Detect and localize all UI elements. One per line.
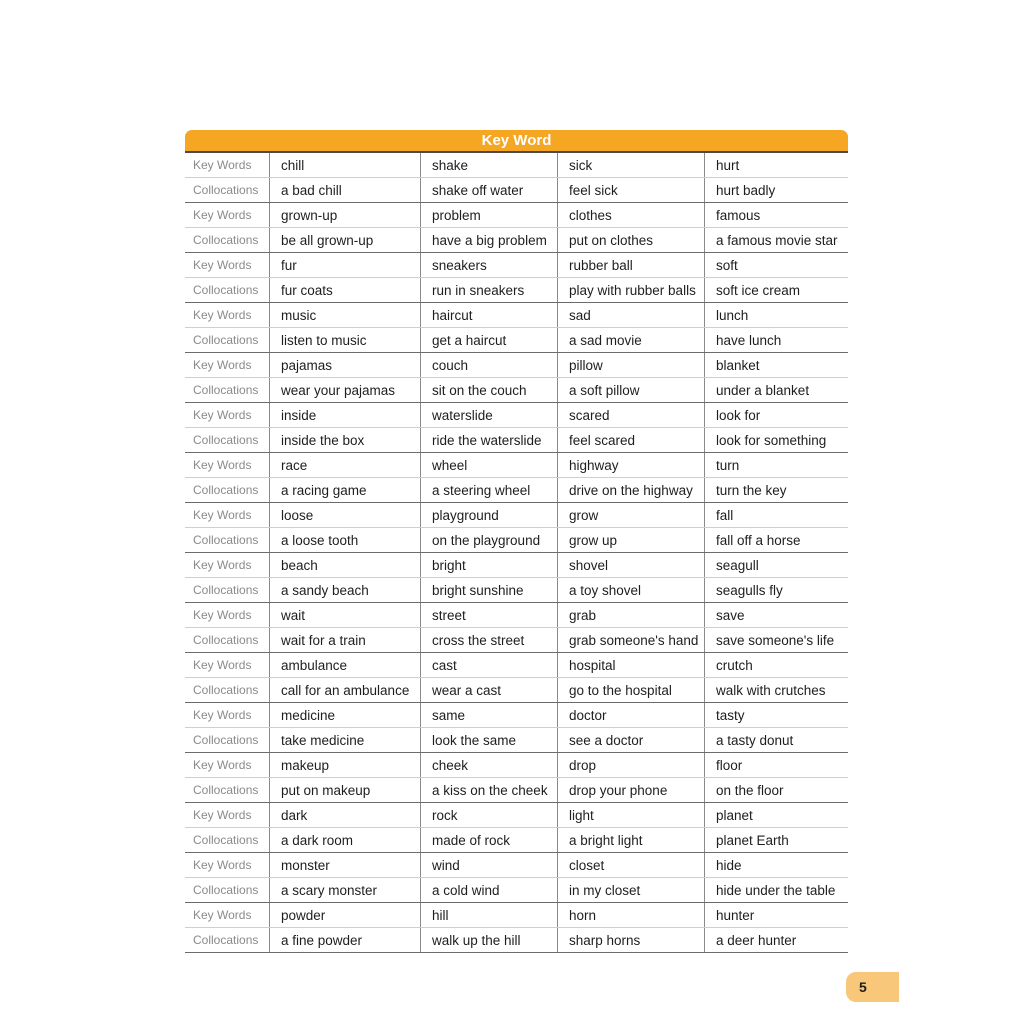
row-type-label: Collocations [185, 578, 270, 602]
table-cell: wait [270, 603, 421, 627]
table-cell: a bright light [558, 828, 705, 852]
table-cell: loose [270, 503, 421, 527]
table-cell: soft ice cream [716, 282, 801, 298]
table-row [185, 528, 848, 553]
table-cell: call for an ambulance [270, 678, 421, 702]
table-cell: wind [421, 853, 558, 877]
table-cell: sneakers [421, 253, 558, 277]
row-type-label: Collocations [185, 928, 270, 952]
table-cell: pajamas [270, 353, 421, 377]
row-type-label: Key Words [185, 153, 270, 177]
row-type-label: Key Words [185, 553, 270, 577]
table-cell: save someone's life [716, 632, 835, 648]
table-row [185, 403, 848, 428]
table-cell: pillow [558, 353, 705, 377]
table-cell: rubber ball [558, 253, 705, 277]
table-cell: same [421, 703, 558, 727]
row-type-label: Key Words [185, 453, 270, 477]
table-cell: lunch [716, 307, 749, 323]
table-cell: see a doctor [558, 728, 705, 752]
page-number: 5 [846, 972, 899, 1002]
table-cell: shovel [558, 553, 705, 577]
table-row [185, 928, 848, 953]
table-cell: walk up the hill [421, 928, 558, 952]
table-cell: grab someone's hand [558, 628, 705, 652]
table-cell: a steering wheel [421, 478, 558, 502]
table-cell: a sandy beach [270, 578, 421, 602]
row-type-label: Key Words [185, 303, 270, 327]
table-cell: light [558, 803, 705, 827]
table-cell: fall [716, 507, 734, 523]
table-row [185, 478, 848, 503]
table-title: Key Word [185, 130, 848, 153]
table-cell: wear your pajamas [270, 378, 421, 402]
table-cell: a kiss on the cheek [421, 778, 558, 802]
table-row [185, 803, 848, 828]
table-row [185, 228, 848, 253]
table-cell: wheel [421, 453, 558, 477]
table-row [185, 728, 848, 753]
row-type-label: Key Words [185, 503, 270, 527]
table-row [185, 378, 848, 403]
row-type-label: Collocations [185, 328, 270, 352]
table-cell: fall off a horse [716, 532, 801, 548]
table-row [185, 678, 848, 703]
table-row [185, 878, 848, 903]
table-cell: horn [558, 903, 705, 927]
table-row [185, 153, 848, 178]
table-cell: couch [421, 353, 558, 377]
table-cell: sharp horns [558, 928, 705, 952]
table-cell: fur coats [270, 278, 421, 302]
table-cell: made of rock [421, 828, 558, 852]
table-cell: a racing game [270, 478, 421, 502]
row-type-label: Key Words [185, 403, 270, 427]
table-cell: famous [716, 207, 761, 223]
table-row [185, 753, 848, 778]
table-cell: inside [270, 403, 421, 427]
table-cell: cheek [421, 753, 558, 777]
table-cell: beach [270, 553, 421, 577]
table-cell: get a haircut [421, 328, 558, 352]
key-word-table [185, 130, 848, 953]
table-row [185, 453, 848, 478]
table-cell: street [421, 603, 558, 627]
table-cell: turn [716, 457, 740, 473]
table-cell: sick [558, 153, 705, 177]
row-type-label: Key Words [185, 853, 270, 877]
table-cell: grown-up [270, 203, 421, 227]
row-type-label: Key Words [185, 753, 270, 777]
table-row [185, 303, 848, 328]
row-type-label: Collocations [185, 628, 270, 652]
row-type-label: Collocations [185, 178, 270, 202]
table-cell: seagull [716, 557, 759, 573]
table-cell: have lunch [716, 332, 782, 348]
table-cell: grow up [558, 528, 705, 552]
table-cell: a toy shovel [558, 578, 705, 602]
row-type-label: Key Words [185, 703, 270, 727]
table-cell: hurt [716, 157, 740, 173]
table-cell: grow [558, 503, 705, 527]
row-type-label: Key Words [185, 603, 270, 627]
table-cell: drop your phone [558, 778, 705, 802]
table-cell: walk with crutches [716, 682, 826, 698]
table-row [185, 553, 848, 578]
table-cell: playground [421, 503, 558, 527]
table-cell: a loose tooth [270, 528, 421, 552]
table-cell: tasty [716, 707, 745, 723]
table-row [185, 903, 848, 928]
table-cell: a cold wind [421, 878, 558, 902]
row-type-label: Collocations [185, 228, 270, 252]
table-cell: inside the box [270, 428, 421, 452]
table-cell: soft [716, 257, 738, 273]
row-type-label: Collocations [185, 478, 270, 502]
table-cell: makeup [270, 753, 421, 777]
row-type-label: Collocations [185, 428, 270, 452]
table-cell: ambulance [270, 653, 421, 677]
table-cell: look the same [421, 728, 558, 752]
table-row [185, 603, 848, 628]
table-cell: haircut [421, 303, 558, 327]
table-cell: shake off water [421, 178, 558, 202]
table-cell: seagulls fly [716, 582, 783, 598]
table-cell: bright [421, 553, 558, 577]
table-cell: waterslide [421, 403, 558, 427]
table-cell: on the playground [421, 528, 558, 552]
row-type-label: Key Words [185, 803, 270, 827]
table-cell: cross the street [421, 628, 558, 652]
table-cell: be all grown-up [270, 228, 421, 252]
table-cell: hospital [558, 653, 705, 677]
table-cell: look for [716, 407, 761, 423]
table-cell: hunter [716, 907, 755, 923]
table-cell: feel scared [558, 428, 705, 452]
table-cell: a famous movie star [716, 232, 838, 248]
table-cell: powder [270, 903, 421, 927]
table-cell: go to the hospital [558, 678, 705, 702]
table-cell: ride the waterslide [421, 428, 558, 452]
table-cell: a scary monster [270, 878, 421, 902]
table-cell: music [270, 303, 421, 327]
table-cell: in my closet [558, 878, 705, 902]
row-type-label: Collocations [185, 828, 270, 852]
table-cell: put on makeup [270, 778, 421, 802]
table-cell: drop [558, 753, 705, 777]
table-row [185, 178, 848, 203]
table-row [185, 653, 848, 678]
table-cell: dark [270, 803, 421, 827]
row-type-label: Collocations [185, 278, 270, 302]
table-cell: bright sunshine [421, 578, 558, 602]
table-cell: play with rubber balls [558, 278, 705, 302]
table-cell: grab [558, 603, 705, 627]
table-cell: a tasty donut [716, 732, 794, 748]
table-cell: hill [421, 903, 558, 927]
table-cell: take medicine [270, 728, 421, 752]
table-cell: blanket [716, 357, 760, 373]
table-cell: wait for a train [270, 628, 421, 652]
table-cell: problem [421, 203, 558, 227]
table-cell: a sad movie [558, 328, 705, 352]
table-cell: have a big problem [421, 228, 558, 252]
table-cell: sad [558, 303, 705, 327]
table-row [185, 278, 848, 303]
table-cell: fur [270, 253, 421, 277]
table-cell: hide under the table [716, 882, 836, 898]
row-type-label: Collocations [185, 378, 270, 402]
table-cell: a dark room [270, 828, 421, 852]
table-row [185, 353, 848, 378]
table-row [185, 428, 848, 453]
table-cell: a fine powder [270, 928, 421, 952]
row-type-label: Collocations [185, 878, 270, 902]
table-cell: cast [421, 653, 558, 677]
table-cell: turn the key [716, 482, 787, 498]
row-type-label: Key Words [185, 653, 270, 677]
table-row [185, 853, 848, 878]
row-type-label: Collocations [185, 728, 270, 752]
table-row [185, 253, 848, 278]
table-cell: clothes [558, 203, 705, 227]
table-cell: doctor [558, 703, 705, 727]
table-cell: drive on the highway [558, 478, 705, 502]
table-cell: listen to music [270, 328, 421, 352]
table-cell: put on clothes [558, 228, 705, 252]
row-type-label: Key Words [185, 253, 270, 277]
table-row [185, 203, 848, 228]
table-cell: race [270, 453, 421, 477]
table-cell: scared [558, 403, 705, 427]
table-cell: planet Earth [716, 832, 789, 848]
row-type-label: Collocations [185, 778, 270, 802]
table-row [185, 578, 848, 603]
table-cell: on the floor [716, 782, 784, 798]
table-row [185, 778, 848, 803]
table-cell: sit on the couch [421, 378, 558, 402]
table-cell: closet [558, 853, 705, 877]
row-type-label: Key Words [185, 203, 270, 227]
table-cell: feel sick [558, 178, 705, 202]
table-cell: hide [716, 857, 742, 873]
table-cell: hurt badly [716, 182, 776, 198]
row-type-label: Key Words [185, 903, 270, 927]
table-cell: shake [421, 153, 558, 177]
row-type-label: Key Words [185, 353, 270, 377]
table-row [185, 828, 848, 853]
table-cell: rock [421, 803, 558, 827]
table-cell: look for something [716, 432, 827, 448]
table-cell: planet [716, 807, 753, 823]
table-cell: chill [270, 153, 421, 177]
table-cell: medicine [270, 703, 421, 727]
table-cell: floor [716, 757, 743, 773]
table-cell: save [716, 607, 745, 623]
table-cell: under a blanket [716, 382, 810, 398]
table-cell: a soft pillow [558, 378, 705, 402]
table-cell: a bad chill [270, 178, 421, 202]
table-cell: crutch [716, 657, 753, 673]
table-row [185, 503, 848, 528]
table-cell: wear a cast [421, 678, 558, 702]
table-row [185, 628, 848, 653]
table-body [185, 153, 848, 953]
table-row [185, 328, 848, 353]
table-cell: highway [558, 453, 705, 477]
table-cell: a deer hunter [716, 932, 797, 948]
table-cell: monster [270, 853, 421, 877]
table-cell: run in sneakers [421, 278, 558, 302]
row-type-label: Collocations [185, 678, 270, 702]
table-row [185, 703, 848, 728]
row-type-label: Collocations [185, 528, 270, 552]
